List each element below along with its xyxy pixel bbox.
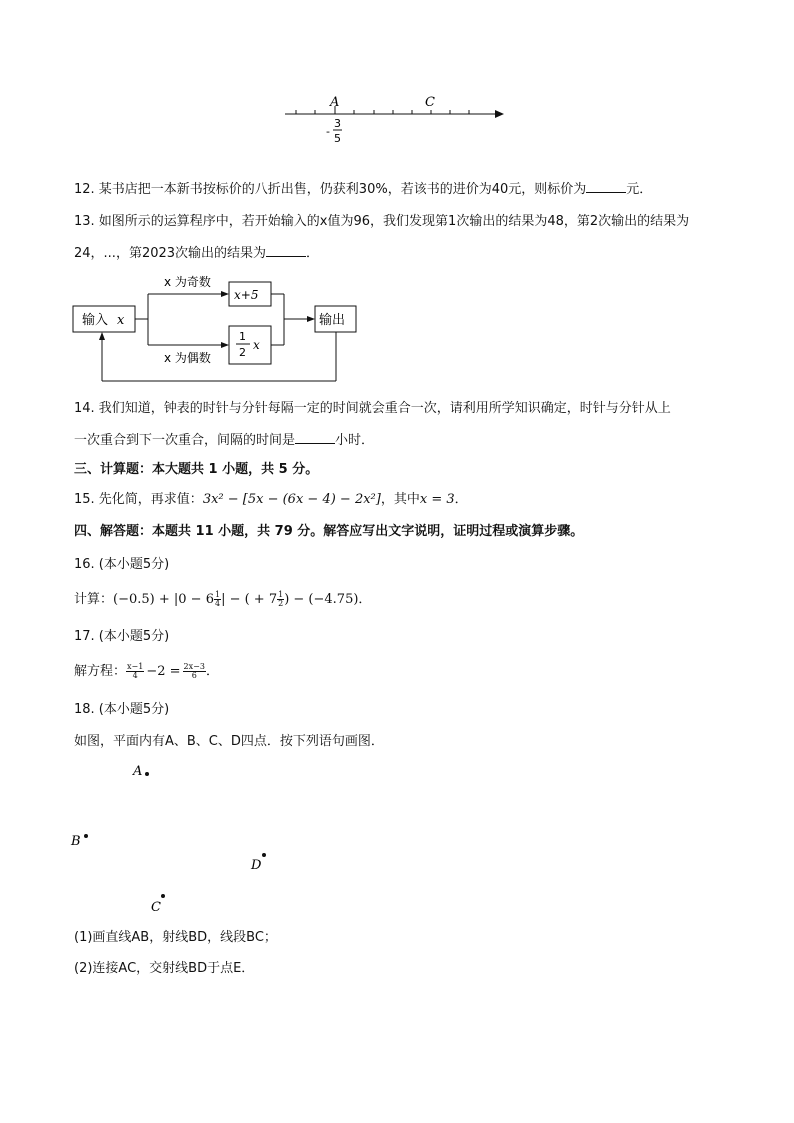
even-operation-box	[229, 326, 271, 364]
arrow-loop-back-icon	[99, 332, 105, 340]
q16-frac2-den: 2	[278, 599, 284, 608]
q16-part3: ) − (−4.75)．	[284, 592, 372, 607]
question-18-intro	[74, 733, 384, 751]
q12-answer-blank[interactable]	[586, 180, 626, 193]
even-var: x	[253, 338, 260, 352]
q15-expression: 3x² − [5x − (6x − 4) − 2x²]	[202, 492, 381, 507]
q14-line2b: 小时．	[335, 433, 375, 448]
q17-rhs-num: 2x−3	[183, 662, 205, 671]
odd-operation-text: x+5	[234, 288, 259, 302]
output-label: 输出	[319, 313, 346, 328]
q15-suffix: ，其中	[380, 492, 420, 507]
q16-frac1-num: 1	[214, 590, 221, 599]
q15-prefix: 15. 先化简，再求值：	[74, 492, 203, 507]
q14-line2a: 一次重合到下一次重合，间隔的时间是	[74, 433, 296, 448]
minus-sign: -	[326, 125, 330, 138]
question-18-header	[74, 701, 169, 719]
q16-frac2-num: 1	[278, 590, 284, 599]
question-12	[74, 180, 652, 199]
arrow-to-even-icon	[221, 342, 229, 348]
section-4-text: 四、解答题：本题共 11 小题，共 79 分。解答应写出文字说明，证明过程或演算步骤。	[74, 524, 584, 539]
question-17-header	[74, 628, 169, 646]
number-line-ticks	[296, 106, 469, 114]
q14-answer-blank[interactable]	[295, 431, 335, 444]
question-13-line-1	[74, 213, 689, 231]
odd-condition-label: x 为奇数	[164, 275, 211, 289]
q16-fraction-1	[214, 591, 221, 608]
fraction-denominator: 5	[334, 132, 341, 145]
q16-part2: | − ( + 7	[221, 592, 278, 607]
q13-line2: 24，...，第2023次输出的结果为	[74, 246, 267, 261]
question-16-header	[74, 556, 169, 574]
question-17-body	[74, 663, 219, 681]
fraction-numerator: 3	[334, 117, 341, 130]
q15-condition: x = 3	[419, 492, 455, 507]
q12-text: 12. 某书店把一本新书按标价的八折出售，仍获利30%，若该书的进价为40元，则标价为	[74, 182, 587, 197]
point-d-label: D	[251, 858, 262, 873]
q17-mid: −2 =	[146, 664, 181, 679]
q18-intro: 如图，平面内有A、B、C、D四点．按下列语句画图．	[74, 734, 384, 749]
question-16-body	[74, 591, 371, 609]
point-b-dot	[84, 834, 88, 838]
q18-header: 18. (本小题5分)	[74, 702, 170, 717]
q16-prefix: 计算：	[74, 592, 114, 607]
section-3-text: 三、计算题：本大题共 1 小题，共 5 分。	[74, 462, 319, 477]
point-a-label: A	[330, 95, 340, 110]
q17-lhs-num: x−1	[127, 662, 144, 671]
question-15	[74, 491, 468, 509]
q17-rhs-fraction	[183, 663, 206, 680]
even-frac-num: 1	[239, 330, 246, 343]
question-14-line-1	[74, 400, 671, 418]
section-4-title	[74, 523, 583, 541]
q15-end: ．	[454, 492, 468, 507]
arrow-to-output-icon	[307, 316, 315, 322]
q14-line1: 14. 我们知道，钟表的时针与分针每隔一定的时间就会重合一次，请利用所学知识确定，时针与分针从上	[74, 401, 671, 416]
point-c-label: C	[151, 900, 161, 915]
even-frac-den: 2	[239, 346, 246, 359]
point-d-dot	[262, 853, 266, 857]
q16-part1: (−0.5) + |0 − 6	[113, 592, 214, 607]
q18-task1: (1)画直线AB，射线BD，线段BC；	[74, 930, 277, 945]
q17-end: ．	[205, 664, 219, 679]
q18-task2: (2)连接AC，交射线BD于点E．	[74, 961, 255, 976]
question-18-task-2	[74, 960, 254, 978]
q13-end: ．	[306, 246, 320, 261]
q13-line1: 13. 如图所示的运算程序中，若开始输入的x值为96，我们发现第1次输出的结果为48，第2次输出的结果为	[74, 214, 690, 229]
question-18-task-1	[74, 929, 277, 947]
q17-header: 17. (本小题5分)	[74, 629, 170, 644]
question-14-line-2	[74, 431, 374, 450]
point-a-label: A	[133, 764, 143, 779]
input-var: x	[117, 313, 125, 328]
operation-flowchart	[68, 270, 368, 388]
q16-frac1-den: 4	[214, 599, 221, 608]
q17-prefix: 解方程：	[74, 664, 127, 679]
points-figure	[60, 755, 300, 920]
q17-rhs-den: 6	[191, 671, 197, 680]
arrow-to-odd-icon	[221, 291, 229, 297]
q17-lhs-fraction	[126, 663, 144, 680]
q17-lhs-den: 4	[132, 671, 138, 680]
point-c-label: C	[425, 95, 435, 110]
point-a-dot	[145, 772, 149, 776]
even-condition-label: x 为偶数	[164, 351, 211, 365]
point-b-label: B	[71, 834, 81, 849]
point-c-dot	[161, 894, 165, 898]
input-label: 输入	[82, 313, 109, 328]
q16-header: 16. (本小题5分)	[74, 557, 170, 572]
section-3-title	[74, 461, 318, 479]
number-line-arrow-icon	[495, 110, 504, 118]
number-line-figure	[280, 90, 520, 150]
q12-unit: 元．	[626, 182, 653, 197]
q13-answer-blank[interactable]	[266, 244, 306, 257]
question-13-line-2	[74, 244, 319, 263]
